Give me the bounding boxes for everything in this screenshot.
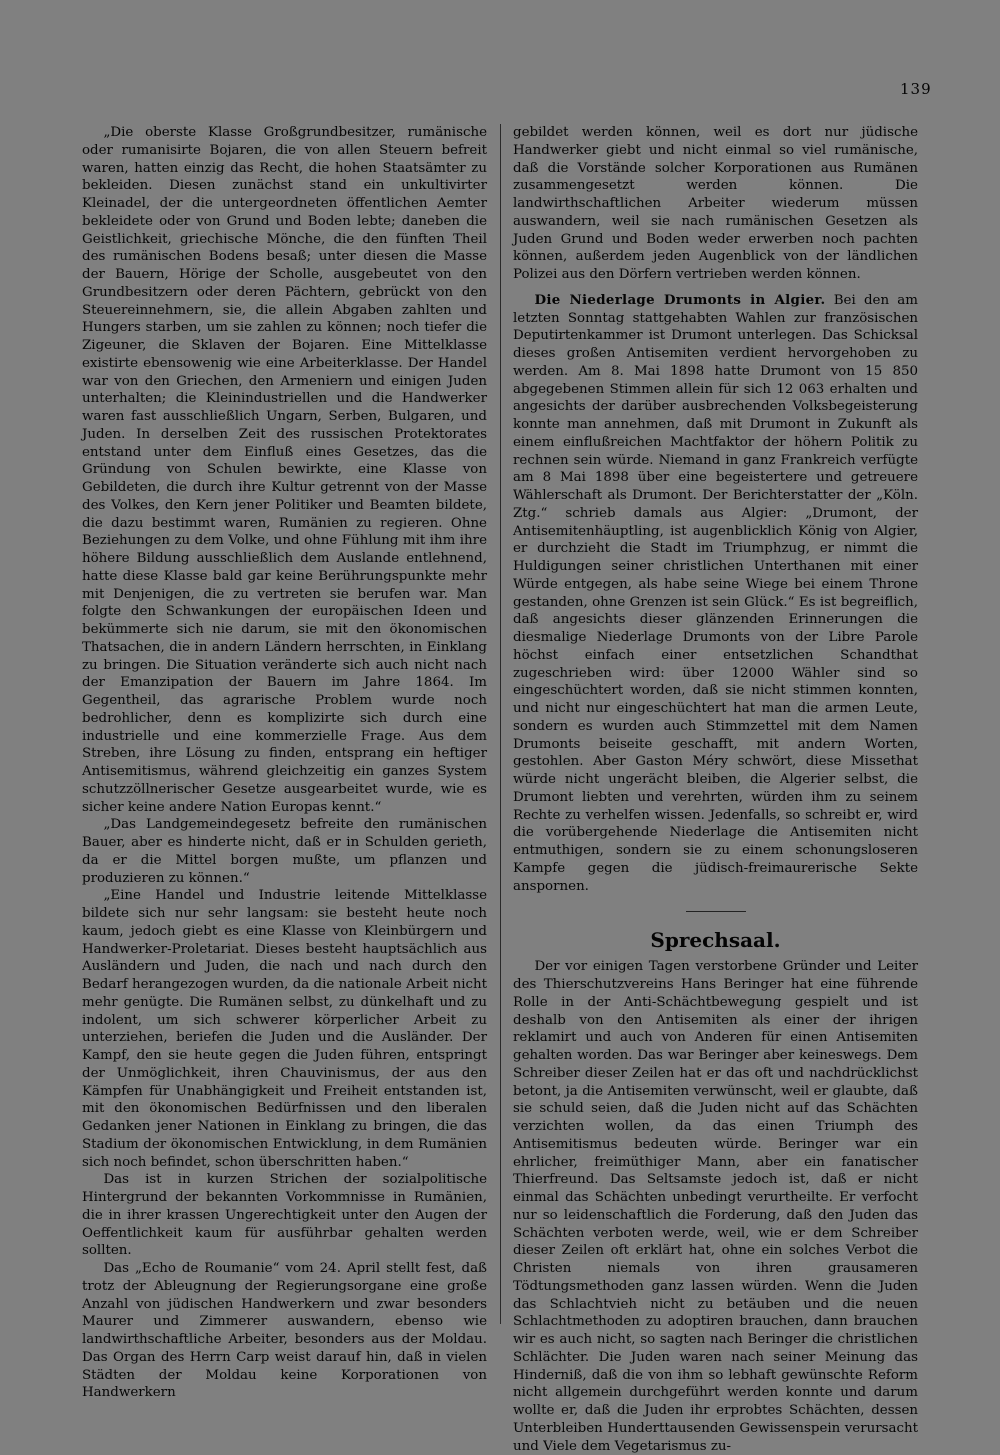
paragraph-landgemeindegesetz: „Das Landgemeindegesetz befreite den rumänischen Bauer, aber es hinderte nicht, daß er in Schulden gerieth, da er die Mittel borgen mußte, um pflanzen und produzieren zu können.“ bbox=[82, 817, 487, 886]
section-rule bbox=[686, 911, 746, 912]
drumont-text: Bei den am letzten Sonntag stattgehabten Wahlen zur französischen Deputirtenkammer ist Drumont unterlegen. Das Schicksal dieses großen Antisemiten verdient hervorgehoben zu werden. Am 8. Mai 1898 hatte Drumont von 15 850 abgegebenen Stimmen allein für sich 12 063 erhalten und angesichts der darüber ausbrechenden Volksbegeisterung konnte man annehmen, daß mit Drumont in Zukunft als einem einflußreichen Machtfaktor der höhern Politik zu rechnen sein würde. Niemand in ganz Frankreich verfügte am 8 Mai 1898 über eine begeistertere und getreuere Wählerschaft als Drumont. Der Berichterstatter der „Köln. Ztg.“ schrieb damals aus Algier: „Drumont, der Antisemitenhäuptling, ist augenblicklich König von Algier, er durchzieht die Stadt im Triumphzug, er nimmt die Huldigungen seiner christlichen Unterthanen mit einer Würde entgegen, als habe seine Wiege bei einem Throne gestanden, ohne Grenzen ist sein Glück.“ Es ist begreiflich, daß angesichts dieser glänzenden Erinnerungen die diesmalige Niederlage Drumonts von der Libre Parole höchst einfach einer entsetzlichen Schandthat zugeschrieben wird: über 12000 Wähler sind so eingeschüchtert worden, daß sie nicht stimmen konnten, und nicht nur eingeschüchtert hat man die armen Leute, sondern es wurden auch Stimmzettel mit dem Namen Drumonts beiseite geschafft, mit andern Worten, gestohlen. Aber Gaston Méry schwört, diese Missethat würde nicht ungerächt bleiben, die Algerier selbst, die Drumont liebten und verehrten, würden ihm zu seinem Rechte zu verhelfen wissen. Jedenfalls, so schreibt er, wird die vorübergehende Niederlage die Antisemiten nicht entmuthigen, sondern sie zu einem schonungsloseren Kampfe gegen die jüdisch-freimaurerische Sekte anspornen. bbox=[513, 292, 918, 894]
drumont-article bbox=[513, 292, 918, 896]
drumont-heading: Die Niederlage Drumonts in Algier. bbox=[534, 291, 826, 308]
sprechsaal-text: Der vor einigen Tagen verstorbene Gründer und Leiter des Thierschutzvereins Hans Beringer hat eine führende Rolle in der Anti-Schächtbewegung gespielt und ist deshalb von den Antisemiten als einer der ihrigen reklamirt und auch von Anderen für einen Antisemiten gehalten worden. Das war Beringer aber keineswegs. Dem Schreiber dieser Zeilen hat er das oft und nachdrücklichst betont, ja die Antisemiten verwünscht, weil er glaubte, daß sie schuld seien, daß die Juden nicht auf das Schächten verzichten wollen, da das einen Triumph des Antisemitismus bedeuten würde. Beringer war ein ehrlicher, freimüthiger Mann, aber ein fanatischer Thierfreund. Das Seltsamste jedoch ist, daß er nicht einmal das Schächten unbedingt verurtheilte. Er verfocht nur so leidenschaftlich die Forderung, daß den Juden das Schächten verboten werde, weil, wie er dem Schreiber dieser Zeilen oft erklärt hat, ohne ein solches Verbot die Christen niemals von ihren grausameren Tödtungsmethoden ganz lassen würden. Wenn die Juden das Schlachtvieh nicht zu betäuben und die neuen Schlachtmethoden zu adoptiren brauchen, dann brauchen wir es auch nicht, so sagten nach Beringer die christlichen Schlächter. Die Juden waren nach seiner Meinung das Hinderniß, daß die von ihm so lebhaft gewünschte Reform nicht allgemein durchgeführt werden konnte und darum wollte er, daß die Juden ihr erprobtes Schächten, dessen Unterbleiben Hunderttausenden Gewissenspein verursacht und Viele dem Vegetarismus zu- bbox=[513, 959, 918, 1454]
paragraph-mittelklasse: „Eine Handel und Industrie leitende Mittelklasse bildete sich nur sehr langsam: sie besteht heute noch kaum, jedoch giebt es eine Klasse von Kleinbürgern und Handwerker-Proletariat. Dieses besteht hauptsächlich aus Ausländern und Juden, die nach und nach durch den Bedarf herangezogen wurden, da die nationale Arbeit nicht mehr genügte. Die Rumänen selbst, zu dünkelhaft und zu indolent, um sich schwerer körperlicher Arbeit zu unterziehen, beriefen die Juden und die Ausländer. Der Kampf, den sie heute gegen die Juden führen, entspringt der Unmöglichkeit, ihren Chauvinismus, der aus den Kämpfen für Unabhängigkeit und Freiheit entstanden ist, mit den ökonomischen Bedürfnissen und den liberalen Gedanken jener Nationen in Einklang zu bringen, die das Stadium der ökonomischen Entwicklung, in dem Rumänien sich noch befindet, schon überschritten haben.“ bbox=[82, 888, 487, 1170]
paragraph-continuation: gebildet werden können, weil es dort nur jüdische Handwerker giebt und nicht einmal so viel rumänische, daß die Vorstände solcher Korporationen aus Rumänen zusammengesetzt werden können. Die landwirthschaftlichen Arbeiter wiederum müssen auswandern, weil sie nach rumänischen Gesetzen als Juden Grund und Boden weder erwerben noch pachten können, außerdem jeden Augenblick von der ländlichen Polizei aus den Dörfern vertrieben werden können. bbox=[513, 125, 918, 282]
column-divider bbox=[500, 124, 501, 1324]
section-heading-sprechsaal: Sprechsaal. bbox=[650, 928, 781, 953]
left-column bbox=[82, 124, 487, 1402]
right-column bbox=[513, 124, 918, 1455]
paragraph-echo-de-roumanie: Das „Echo de Roumanie“ vom 24. April stellt fest, daß trotz der Ableugnung der Regierungsorgane eine große Anzahl von jüdischen Handwerkern und zwar besonders Maurer und Zimmerer auswandern, ebenso wie landwirthschaftliche Arbeiter, besonders aus der Moldau. Das Organ des Herrn Carp weist darauf hin, daß in vielen Städten der Moldau keine Korporationen von Handwerkern bbox=[82, 1261, 487, 1401]
page-number: 139 bbox=[900, 80, 932, 98]
paragraph-hintergrund: Das ist in kurzen Strichen der sozialpolitische Hintergrund der bekannten Vorkommnisse in Rumänien, die in ihrer krassen Ungerechtigkeit unter den Augen der Oeffentlichkeit kaum für ausführbar gehalten werden sollten. bbox=[82, 1172, 487, 1259]
paragraph-bojaren: „Die oberste Klasse Großgrundbesitzer, rumänische oder rumanisirte Bojaren, die von allen Steuern befreit waren, hatten einzig das Recht, die hohen Staatsämter zu bekleiden. Diesen zunächst stand ein unkultivirter Kleinadel, der die untergeordneten öffentlichen Aemter bekleidete oder von Grund und Boden lebte; daneben die Geistlichkeit, griechische Mönche, die den fünften Theil des rumänischen Bodens besaß; unter diesen die Masse der Bauern, Hörige der Scholle, ausgebeutet von den Grundbesitzern oder deren Pächtern, gebrückt von den Steuereinnehmern, sie, die allein Abgaben zahlten und Hungers starben, um sie zahlen zu können; noch tiefer die Zigeuner, die Sklaven der Bojaren. Eine Mittelklasse existirte ebensowenig wie eine Arbeiterklasse. Der Handel war von den Griechen, den Armeniern und einigen Juden unterhalten; die Kleinindustriellen und die Handwerker waren fast ausschließlich Ungarn, Serben, Bulgaren, und Juden. In derselben Zeit des russischen Protektorates entstand unter dem Einfluß eines Gesetzes, das die Gründung von Schulen bewirkte, eine Klasse von Gebildeten, die durch ihre Kultur getrennt von der Masse des Volkes, den Kern jener Politiker und Beamten bildete, die dazu bestimmt waren, Rumänien zu regieren. Ohne Beziehungen zu dem Volke, und ohne Fühlung mit ihm ihre höhere Bildung ausschließlich dem Auslande entlehnend, hatte diese Klasse bald gar keine Berührungspunkte mehr mit Denjenigen, die zu vertreten sie berufen war. Man folgte den Schwankungen der europäischen Ideen und bekümmerte sich nie darum, sie mit den ökonomischen Thatsachen, die in andern Ländern herrschten, in Einklang zu bringen. Die Situation veränderte sich auch nicht nach der Emanzipation der Bauern im Jahre 1864. Im Gegentheil, das agrarische Problem wurde noch bedrohlicher, denn es komplizirte sich durch eine industrielle und eine kommerzielle Frage. Aus dem Streben, ihre Lösung zu finden, entsprang ein heftiger Antisemitismus, während gleichzeitig ein ganzes System schutzzöllnerischer Gesetze ausgearbeitet wurde, wie es sicher keine andere Nation Europas kennt.“ bbox=[82, 125, 487, 815]
